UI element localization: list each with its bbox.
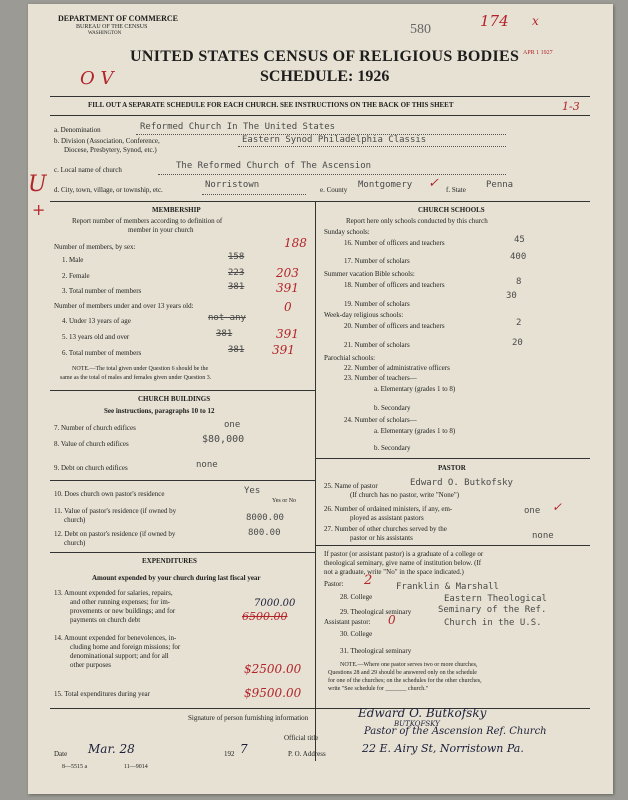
census-form-page [28,4,613,794]
annotation-u-mark: U [28,172,47,197]
weekday-schools-label: Week-day religious schools: [324,311,404,319]
city-value: Norristown [205,180,260,190]
annotation-174: 174 [480,12,509,30]
college-label-28: 28. College [340,593,373,601]
under-13-label: 4. Under 13 years of age [62,317,131,325]
seminary-line-2: Seminary of the Ref. [438,605,547,615]
exp-14-line-3: denominational support; and for all [70,652,169,660]
pastor-name-label: 25. Name of pastor [324,482,378,490]
exp-14-line-1: 14. Amount expended for benevolences, in- [54,634,177,642]
summer-scholars-label: 19. Number of scholars [344,300,410,308]
exp-13-line-3: provements or new buildings; and for [70,607,176,615]
sunday-scholars-label: 17. Number of scholars [344,257,410,265]
denomination-label: a. Denomination [54,126,101,134]
seminary-label-31: 31. Theological seminary [340,647,412,655]
weekday-officers-value: 2 [516,318,522,328]
own-residence-label: 10. Does church own pastor's residence [54,490,165,498]
male-label: 1. Male [62,256,84,264]
annotation-plus: + [32,200,46,219]
weekday-officers-label: 20. Number of officers and teachers [344,322,445,330]
total-correction: 391 [276,281,299,295]
seminary-line-1: Eastern Theological [444,594,547,604]
sunday-officers-label: 16. Number of officers and teachers [344,239,445,247]
assistant-mark: 0 [388,613,396,627]
buildings-instructions: See instructions, paragraphs 10 to 12 [104,407,215,415]
county-value: Montgomery [358,180,413,190]
schedule-title: SCHEDULE: 1926 [260,68,390,85]
washington-label: WASHINGTON [88,31,122,36]
membership-heading: MEMBERSHIP [152,206,201,214]
schools-note: Report here only schools conducted by this church [346,217,488,225]
scholars-secondary-label: b. Secondary [374,444,411,452]
year-prefix: 192 [224,750,235,758]
scholars-elementary-label: a. Elementary (grades 1 to 8) [374,427,456,435]
membership-footnote-2: same as the total of males and females given under Question 3. [60,375,212,381]
state-value: Penna [486,180,514,190]
male-correction: 188 [284,236,307,250]
female-label: 2. Female [62,272,90,280]
city-label: d. City, town, village, or township, etc. [54,186,163,194]
annotation-x-mark: x [532,14,539,28]
debt-edifices-label: 9. Debt on church edifices [54,464,128,472]
over-13-original: 381 [216,329,233,339]
exp-13-line-4: payments on church debt [70,616,141,624]
college-value: Franklin & Marshall [396,582,499,592]
edifices-value: one [224,420,241,430]
other-churches-label-1: 27. Number of other churches served by the [324,525,447,533]
female-original: 223 [228,268,245,278]
teachers-label: 23. Number of teachers— [344,374,417,382]
local-name-label: c. Local name of church [54,166,122,174]
expenditures-heading: EXPENDITURES [142,557,197,565]
sunday-scholars-value: 400 [510,252,527,262]
signature-value: Edward O. Butkofsky [358,706,487,720]
county-label: e. County [320,186,348,194]
total-members-original: 381 [228,345,245,355]
exp-14-line-4: other purposes [70,661,112,669]
official-title-label: Official title [284,734,319,742]
received-stamp: APR 1 1927 [523,50,553,56]
other-churches-label-2: pastor or his assistants [350,534,413,542]
female-correction: 203 [276,266,299,280]
local-name-value: The Reformed Church of The Ascension [176,161,372,171]
pastor-section-label: Pastor: [324,580,344,588]
weekday-scholars-value: 20 [512,338,523,348]
exp-13-new-value: 7000.00 [254,598,296,609]
yes-or-no-hint: Yes or No [272,498,297,504]
po-address-value: 22 E. Airy St, Norristown Pa. [362,742,524,755]
summer-officers-value: 8 [516,277,522,287]
state-label: f. State [446,186,466,194]
sunday-schools-label: Sunday schools: [324,228,370,236]
summer-officers-label: 18. Number of officers and teachers [344,281,445,289]
value-edifices-label: 8. Value of church edifices [54,440,129,448]
exp-14-value: $2500.00 [244,662,302,676]
seminary-label-29: 29. Theological seminary [340,608,412,616]
pastor-name-hint: (If church has no pastor, write "None") [350,491,460,499]
serial-number: 580 [410,22,431,37]
own-residence-value: Yes [244,486,261,496]
value-edifices-value: $80,000 [202,434,245,445]
ordained-value: one [524,506,541,516]
weekday-scholars-label: 21. Number of scholars [344,341,410,349]
form-title: UNITED STATES CENSUS OF RELIGIOUS BODIES [130,48,520,65]
instruction-banner: FILL OUT A SEPARATE SCHEDULE FOR EACH CHURCH. SEE INSTRUCTIONS ON THE BACK OF THIS SHEET [88,101,454,109]
graduate-note-2: theological seminary, give name of institution below. (If [324,559,482,567]
college-label-30: 30. College [340,630,373,638]
assistant-pastor-label: Assistant pastor: [324,618,371,626]
parochial-schools-label: Parochial schools: [324,354,376,362]
parochial-scholars-label: 24. Number of scholars— [344,416,417,424]
form-code: 8—5515 a [62,764,88,770]
total-members-label: 6. Total number of members [62,349,142,357]
bureau-label: BUREAU OF THE CENSUS [76,24,148,30]
residence-value-value: 8000.00 [246,513,284,523]
membership-note-2: member in your church [128,226,194,234]
date-value: Mar. 28 [88,742,135,756]
membership-footnote-1: NOTE.—The total given under Question 6 should be the [72,366,209,372]
official-title-value: Pastor of the Ascension Ref. Church [364,726,547,737]
signature-label: Signature of person furnishing information [188,714,309,722]
admin-officers-label: 22. Number of administrative officers [344,364,450,372]
print-code: 11—9014 [124,764,148,770]
date-label: Date [54,750,68,758]
ordained-check: ✓ [552,500,563,514]
schools-heading: CHURCH SCHOOLS [418,206,485,214]
annotation-1-3: 1-3 [562,100,580,113]
summer-schools-label: Summer vacation Bible schools: [324,270,415,278]
edifices-label: 7. Number of church edifices [54,424,136,432]
summer-scholars-value: 30 [506,291,517,301]
department-label: DEPARTMENT OF COMMERCE [58,14,179,23]
residence-debt-value: 800.00 [248,528,281,538]
pastor-name-value: Edward O. Butkofsky [410,478,513,488]
pastor-footnote-2: Questions 28 and 29 should be answered only on the schedule [328,670,477,676]
other-churches-value: none [532,531,554,541]
exp-13-line-1: 13. Amount expended for salaries, repairs, [54,589,173,597]
ordained-label-2: ployed as assistant pastors [350,514,424,522]
over-13-label: 5. 13 years old and over [62,333,130,341]
under-over-label: Number of members under and over 13 years old: [54,302,194,310]
pastor-footnote-3: for one of the churches; on the schedules for the other churches, [328,678,482,684]
seminary-line-3: Church in the U.S. [444,618,542,628]
residence-debt-label-2: church) [64,539,86,547]
residence-debt-label: 12. Debt on pastor's residence (if owned by [54,530,176,538]
exp-13-struck-value: 6500.00 [242,610,288,623]
exp-14-line-2: cluding home and foreign missions; for [70,643,181,651]
ordained-label-1: 26. Number of ordained ministers, if any, em- [324,505,453,513]
year-value: 7 [240,742,248,756]
graduate-note-1: If pastor (or assistant pastor) is a graduate of a college or [324,550,484,558]
pastor-footnote-4: write "See schedule for _______ church." [328,686,429,692]
exp-total-value: $9500.00 [244,686,302,700]
po-address-label: P. O. Address [288,750,326,758]
pastor-footnote-1: NOTE.—Where one pastor serves two or more churches, [340,662,478,668]
county-check: ✓ [428,176,439,191]
pastor-heading: PASTOR [438,464,466,472]
denomination-value: Reformed Church In The United States [140,122,336,132]
residence-value-label: 11. Value of pastor's residence (if owned by [54,507,177,515]
under-13-original: not any [208,313,246,323]
members-by-sex-label: Number of members, by sex: [54,243,136,251]
over-13-correction: 391 [276,327,299,341]
graduate-note-3: not a graduate, write "No" in the space indicated.) [324,568,464,576]
debt-edifices-value: none [196,460,218,470]
buildings-heading: CHURCH BUILDINGS [138,395,211,403]
membership-note-1: Report number of members according to definition of [72,217,223,225]
total-members-correction: 391 [272,343,295,357]
division-label-2: Diocese, Presbytery, Synod, etc.) [64,146,157,154]
residence-value-label-2: church) [64,516,86,524]
exp-total-label: 15. Total expenditures during year [54,690,150,698]
teachers-secondary-label: b. Secondary [374,404,411,412]
male-original: 158 [228,252,245,262]
division-value: Eastern Synod Philadelphia Classis [242,135,427,145]
under-13-correction: 0 [284,300,292,314]
total-original: 381 [228,282,245,292]
sunday-officers-value: 45 [514,235,525,245]
exp-13-line-2: and other running expenses; for im- [70,598,171,606]
annotation-ov: O V [80,68,114,89]
signature-reprint: BUTKOFSKY [394,720,440,728]
division-label: b. Division (Association, Conference, [54,137,160,145]
teachers-elementary-label: a. Elementary (grades 1 to 8) [374,385,456,393]
total-label: 3. Total number of members [62,287,142,295]
pastor-mark: 2 [364,573,373,588]
expenditures-subheading: Amount expended by your church during last fiscal year [92,574,261,582]
